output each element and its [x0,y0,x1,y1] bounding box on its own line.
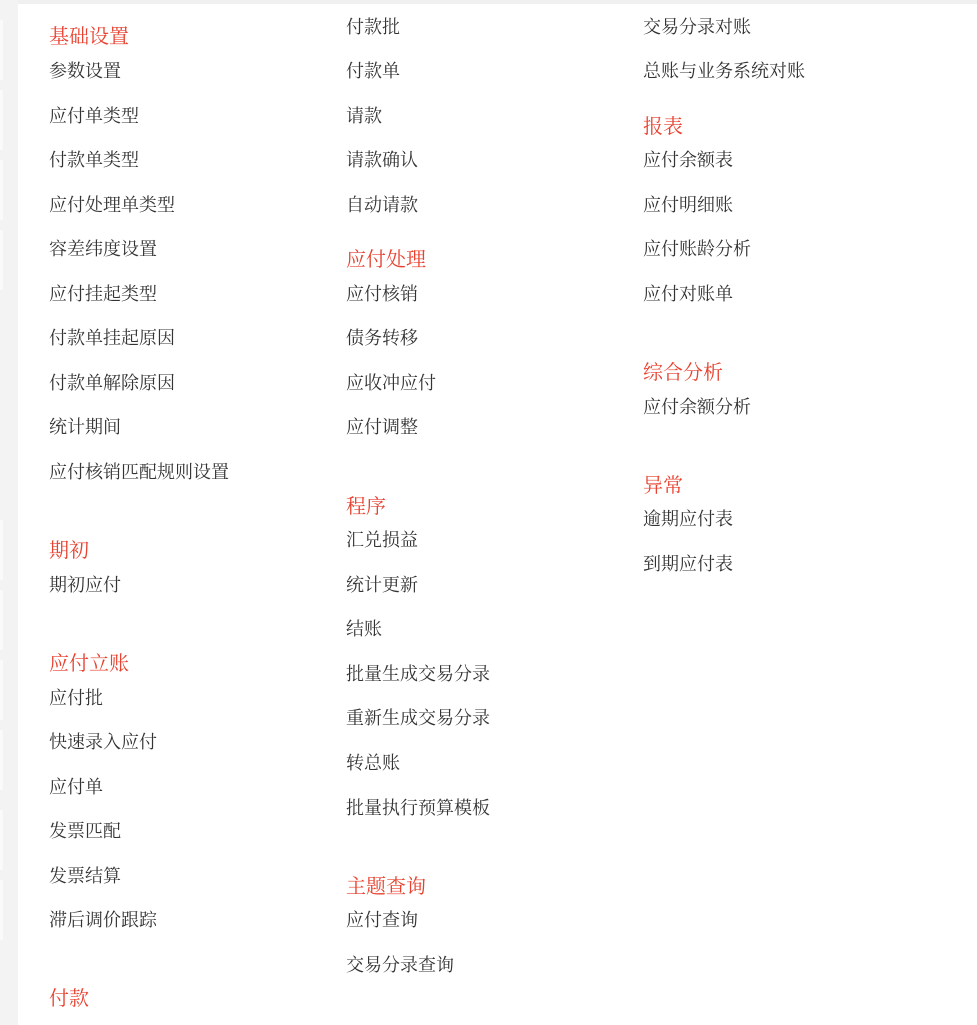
menu-item-batch-generate-entries[interactable]: 批量生成交易分录 [346,664,490,685]
menu-item-payable-doc[interactable]: 应付单 [49,777,103,798]
menu-item-invoice-matching[interactable]: 发票匹配 [49,821,121,842]
sidebar-tab[interactable] [0,520,3,580]
sidebar-tab[interactable] [0,230,3,290]
menu-item-payment-request[interactable]: 请款 [346,106,382,127]
sidebar-tab[interactable] [0,660,3,720]
menu-item-statistical-period[interactable]: 统计期间 [49,417,121,438]
menu-item-due-payables[interactable]: 到期应付表 [643,554,733,575]
menu-item-payable-query[interactable]: 应付查询 [346,910,418,931]
menu-item-payment-release-reason[interactable]: 付款单解除原因 [49,373,175,394]
mega-menu-panel [18,4,977,1025]
sidebar-tab[interactable] [0,20,3,80]
menu-item-transfer-general-ledger[interactable]: 转总账 [346,753,400,774]
section-heading-procedures: 程序 [346,494,386,518]
menu-item-period-close[interactable]: 结账 [346,619,382,640]
section-heading-payable-entry: 应付立账 [49,651,129,675]
menu-item-quick-payable-entry[interactable]: 快速录入应付 [49,732,157,753]
section-heading-topic-query: 主题查询 [346,874,426,898]
sidebar-tab[interactable] [0,730,3,790]
section-heading-comprehensive-analysis: 综合分析 [643,360,723,384]
menu-item-payable-processing-type[interactable]: 应付处理单类型 [49,195,175,216]
sidebar-tab[interactable] [0,590,3,650]
menu-item-payment-doc-type[interactable]: 付款单类型 [49,150,139,171]
menu-item-overdue-payables[interactable]: 逾期应付表 [643,509,733,530]
menu-item-payable-balance-analysis[interactable]: 应付余额分析 [643,397,751,418]
menu-item-entry-query[interactable]: 交易分录查询 [346,955,454,976]
menu-item-payable-batch[interactable]: 应付批 [49,688,103,709]
menu-item-payable-statement[interactable]: 应付对账单 [643,284,733,305]
sidebar-tab[interactable] [0,880,3,940]
section-heading-basic-settings: 基础设置 [49,24,129,48]
section-heading-reports: 报表 [643,114,683,138]
menu-item-payable-balance[interactable]: 应付余额表 [643,150,733,171]
menu-item-opening-payable[interactable]: 期初应付 [49,575,121,596]
menu-item-tolerance-dimension[interactable]: 容差纬度设置 [49,239,157,260]
menu-item-payable-ledger[interactable]: 应付明细账 [643,195,733,216]
section-heading-payment: 付款 [49,986,89,1010]
sidebar-tab[interactable] [0,810,3,870]
menu-item-receivable-offset-payable[interactable]: 应收冲应付 [346,373,436,394]
menu-item-payable-doc-type[interactable]: 应付单类型 [49,106,139,127]
section-heading-exceptions: 异常 [643,473,683,497]
menu-item-parameter-settings[interactable]: 参数设置 [49,61,121,82]
menu-item-debt-transfer[interactable]: 债务转移 [346,328,418,349]
menu-item-auto-payment-request[interactable]: 自动请款 [346,195,418,216]
menu-item-lagged-price-tracking[interactable]: 滞后调价跟踪 [49,910,157,931]
menu-item-payable-adjustment[interactable]: 应付调整 [346,417,418,438]
menu-item-batch-budget-template[interactable]: 批量执行预算模板 [346,798,490,819]
menu-item-matching-rule-settings[interactable]: 应付核销匹配规则设置 [49,462,229,483]
menu-item-payment-suspend-reason[interactable]: 付款单挂起原因 [49,328,175,349]
menu-item-entry-reconciliation[interactable]: 交易分录对账 [643,17,751,38]
menu-item-payable-writeoff[interactable]: 应付核销 [346,284,418,305]
menu-item-invoice-settlement[interactable]: 发票结算 [49,866,121,887]
menu-item-payable-aging[interactable]: 应付账龄分析 [643,239,751,260]
menu-item-payment-doc[interactable]: 付款单 [346,61,400,82]
menu-item-payable-suspend-type[interactable]: 应付挂起类型 [49,284,157,305]
menu-item-regenerate-entries[interactable]: 重新生成交易分录 [346,708,490,729]
sidebar-tab[interactable] [0,160,3,220]
sidebar-tab[interactable] [0,90,3,150]
menu-item-exchange-gain-loss[interactable]: 汇兑损益 [346,530,418,551]
section-heading-opening: 期初 [49,538,89,562]
menu-item-gl-business-reconciliation[interactable]: 总账与业务系统对账 [643,61,805,82]
menu-item-payment-batch[interactable]: 付款批 [346,17,400,38]
menu-item-payment-request-confirm[interactable]: 请款确认 [346,150,418,171]
section-heading-payable-processing: 应付处理 [346,247,426,271]
menu-item-statistics-update[interactable]: 统计更新 [346,575,418,596]
left-sidebar-strip [0,0,18,1025]
